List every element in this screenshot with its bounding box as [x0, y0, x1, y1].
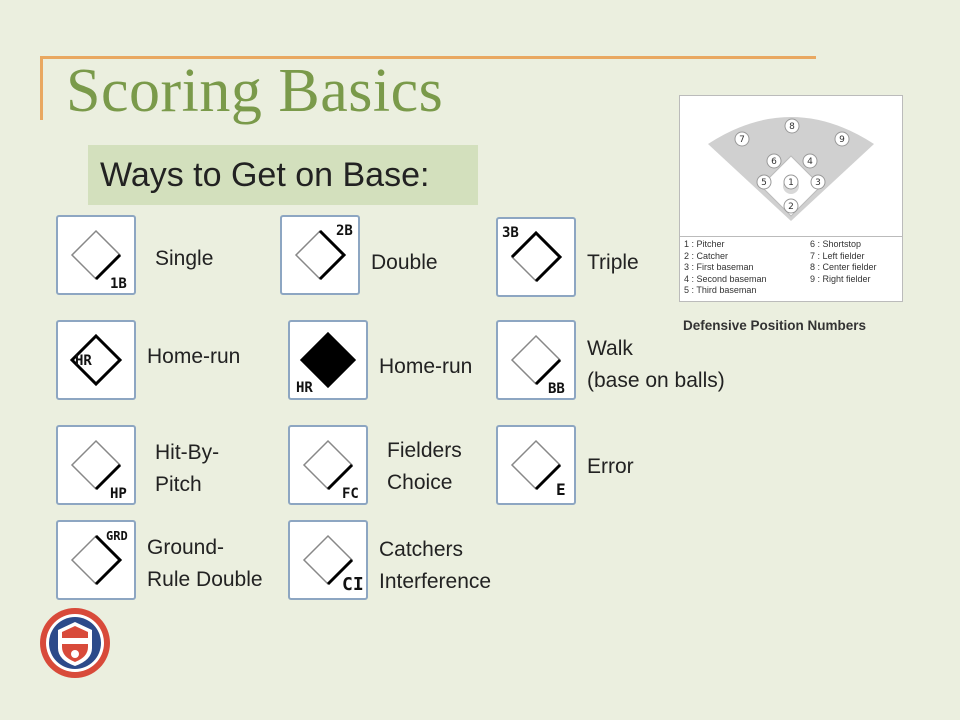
- filled-diamond-icon: [290, 322, 366, 398]
- scorecard-home-run: [56, 320, 136, 400]
- league-logo: [38, 606, 112, 680]
- diamond-icon: [58, 322, 134, 398]
- mark-text: FC: [342, 486, 359, 502]
- label-home-run: Home-run: [147, 345, 241, 368]
- label-hbp-line1: Hit-By-: [155, 441, 220, 464]
- mark-text: CI: [342, 574, 364, 595]
- label-grd-line2: Rule Double: [147, 568, 263, 591]
- label-grd-line1: Ground-: [147, 536, 225, 559]
- label-home-run-2: Home-run: [379, 355, 473, 378]
- diamond-icon: [282, 217, 358, 293]
- legend-item: 7 : Left fielder: [810, 250, 865, 261]
- label-fielders-choice: [387, 435, 462, 499]
- label-ci-line2: Interference: [379, 570, 492, 593]
- label-single: Single: [155, 247, 214, 270]
- pos-5: 5: [761, 178, 767, 188]
- scorecard-fielders-choice: [288, 425, 368, 505]
- league-seal-icon: [38, 606, 112, 680]
- position-legend: [680, 236, 902, 303]
- legend-item: 8 : Center fielder: [810, 262, 877, 272]
- mark-text: E: [556, 480, 566, 499]
- page-title: Scoring Basics: [66, 57, 444, 125]
- label-ground-rule-double: [147, 532, 263, 596]
- scorecard-triple: [496, 217, 576, 297]
- pos-4: 4: [807, 157, 813, 167]
- diamond-icon: [58, 427, 134, 503]
- scorecard-ground-rule-double: [56, 520, 136, 600]
- diamond-icon: [498, 427, 574, 503]
- diamond-icon: [58, 217, 134, 293]
- scorecard-single: [56, 215, 136, 295]
- pos-1: 1: [788, 178, 794, 188]
- scorecard-error: [496, 425, 576, 505]
- legend-item: 3 : First baseman: [684, 262, 754, 272]
- label-catchers-interference: [379, 534, 491, 598]
- diamond-icon: [58, 522, 134, 598]
- diamond-icon: [290, 522, 366, 598]
- legend-item: 5 : Third baseman: [684, 285, 757, 295]
- mark-text: GRD: [106, 529, 128, 543]
- label-walk-line2: (base on balls): [587, 369, 725, 392]
- legend-item: 2 : Catcher: [684, 250, 729, 261]
- mark-text: BB: [548, 381, 565, 397]
- mark-text: 1B: [110, 276, 127, 292]
- section-subtitle: Ways to Get on Base:: [88, 145, 478, 205]
- legend-item: 1 : Pitcher: [684, 239, 725, 249]
- pos-9: 9: [839, 135, 845, 145]
- title-rule-vertical: [40, 56, 43, 120]
- diamond-icon: [498, 322, 574, 398]
- mark-text: 2B: [336, 223, 353, 239]
- label-double: Double: [371, 251, 438, 274]
- label-fc-line1: Fielders: [387, 439, 462, 462]
- label-error: Error: [587, 455, 634, 478]
- pos-7: 7: [739, 135, 745, 145]
- scorecard-walk: [496, 320, 576, 400]
- scorecard-double: [280, 215, 360, 295]
- legend-item: 6 : Shortstop: [810, 239, 862, 249]
- mark-text: 3B: [502, 225, 519, 241]
- label-walk: [587, 333, 725, 397]
- diamond-icon: [498, 219, 574, 295]
- defensive-position-diagram: [679, 95, 903, 302]
- pos-3: 3: [815, 178, 821, 188]
- diamond-icon: [290, 427, 366, 503]
- mark-text: HR: [296, 380, 313, 396]
- scorecard-catchers-interference: [288, 520, 368, 600]
- pos-8: 8: [789, 122, 795, 132]
- pos-6: 6: [771, 157, 777, 167]
- label-fc-line2: Choice: [387, 471, 453, 494]
- label-hbp-line2: Pitch: [155, 473, 202, 496]
- scorecard-home-run-filled: [288, 320, 368, 400]
- label-triple: Triple: [587, 251, 639, 274]
- mark-text: HP: [110, 486, 127, 502]
- mark-text: HR: [75, 353, 92, 369]
- legend-item: 9 : Right fielder: [810, 273, 871, 284]
- diagram-caption: Defensive Position Numbers: [683, 318, 867, 333]
- pos-2: 2: [788, 202, 794, 212]
- label-walk-line1: Walk: [587, 337, 633, 360]
- baseball-field-icon: [680, 96, 902, 236]
- legend-item: 4 : Second baseman: [684, 273, 767, 284]
- label-hit-by-pitch: [155, 437, 219, 501]
- label-ci-line1: Catchers: [379, 538, 464, 561]
- scorecard-hit-by-pitch: [56, 425, 136, 505]
